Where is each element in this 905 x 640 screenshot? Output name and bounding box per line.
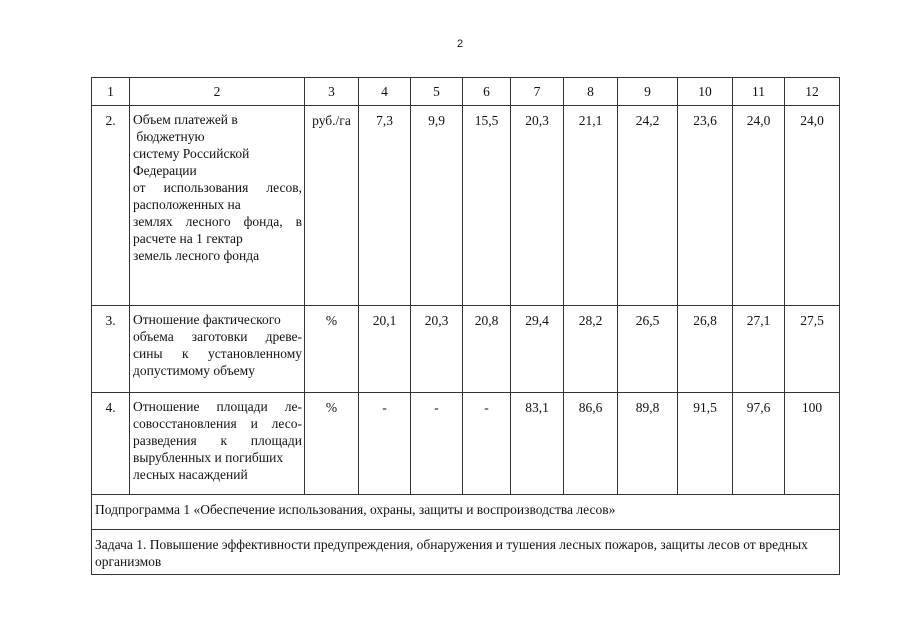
label-line: объема заготовки древе-: [133, 329, 302, 344]
header-cell: 9: [618, 78, 678, 106]
row-label: [130, 393, 305, 495]
value-cell: 20,8: [463, 306, 511, 393]
unit-cell: руб./га: [305, 106, 359, 306]
row-number: 2.: [92, 106, 130, 306]
row-label: [130, 306, 305, 393]
value-cell: 20,3: [511, 106, 564, 306]
value-cell: 89,8: [618, 393, 678, 495]
value-cell: 24,0: [785, 106, 840, 306]
label-line: земель лесного фонда: [133, 248, 260, 263]
value-cell: 20,1: [359, 306, 411, 393]
value-cell: 27,5: [785, 306, 840, 393]
task-title: Задача 1. Повышение эффективности предупреждения, обнаружения и тушения лесных пожаров, защиты лесов от вредных организмов: [92, 530, 840, 575]
table-row: [92, 393, 840, 495]
row-number: 3.: [92, 306, 130, 393]
value-cell: -: [463, 393, 511, 495]
value-cell: 20,3: [411, 306, 463, 393]
row-number: 4.: [92, 393, 130, 495]
task-row: [92, 530, 840, 575]
page-number: 2: [456, 38, 464, 50]
unit-cell: %: [305, 393, 359, 495]
label-line: Отношение площади ле-: [133, 399, 302, 414]
header-cell: 12: [785, 78, 840, 106]
label-line: Федерации: [133, 163, 197, 178]
value-cell: 91,5: [678, 393, 733, 495]
label-line: сины к установленному: [133, 346, 302, 361]
header-cell: 10: [678, 78, 733, 106]
value-cell: 26,8: [678, 306, 733, 393]
header-cell: 8: [564, 78, 618, 106]
value-cell: -: [411, 393, 463, 495]
value-cell: 28,2: [564, 306, 618, 393]
label-line: Объем платежей в: [133, 112, 238, 127]
value-cell: 24,2: [618, 106, 678, 306]
header-cell: 5: [411, 78, 463, 106]
label-line: расчете на 1 гектар: [133, 231, 243, 246]
header-cell: 11: [733, 78, 785, 106]
value-cell: 26,5: [618, 306, 678, 393]
unit-cell: %: [305, 306, 359, 393]
label-line: расположенных на: [133, 197, 241, 212]
header-cell: 3: [305, 78, 359, 106]
label-line: лесных насаждений: [133, 467, 248, 482]
label-line: от использования лесов,: [133, 180, 302, 195]
value-cell: 27,1: [733, 306, 785, 393]
label-line: землях лесного фонда, в: [133, 214, 302, 229]
header-cell: 6: [463, 78, 511, 106]
value-cell: 83,1: [511, 393, 564, 495]
label-line: вырубленных и погибших: [133, 450, 284, 465]
table-header-row: [92, 78, 840, 106]
value-cell: 100: [785, 393, 840, 495]
label-line: допустимому объему: [133, 363, 255, 378]
value-cell: 9,9: [411, 106, 463, 306]
value-cell: 86,6: [564, 393, 618, 495]
value-cell: 23,6: [678, 106, 733, 306]
header-cell: 2: [130, 78, 305, 106]
value-cell: 29,4: [511, 306, 564, 393]
label-line: систему Российской: [133, 146, 250, 161]
label-line: бюджетную: [133, 129, 205, 144]
value-cell: 21,1: [564, 106, 618, 306]
value-cell: 24,0: [733, 106, 785, 306]
label-line: разведения к площади: [133, 433, 302, 448]
value-cell: 15,5: [463, 106, 511, 306]
table-row: [92, 306, 840, 393]
label-line: совосстановления и лесо-: [133, 416, 302, 431]
header-cell: 1: [92, 78, 130, 106]
table-row: [92, 106, 840, 306]
value-cell: 7,3: [359, 106, 411, 306]
subprogram-title: Подпрограмма 1 «Обеспечение использования, охраны, защиты и воспроизводства лесов»: [92, 495, 840, 530]
header-cell: 7: [511, 78, 564, 106]
label-line: Отношение фактического: [133, 312, 281, 327]
indicators-table: [91, 77, 840, 575]
row-label: [130, 106, 305, 306]
header-cell: 4: [359, 78, 411, 106]
value-cell: 97,6: [733, 393, 785, 495]
value-cell: -: [359, 393, 411, 495]
subprogram-row: [92, 495, 840, 530]
